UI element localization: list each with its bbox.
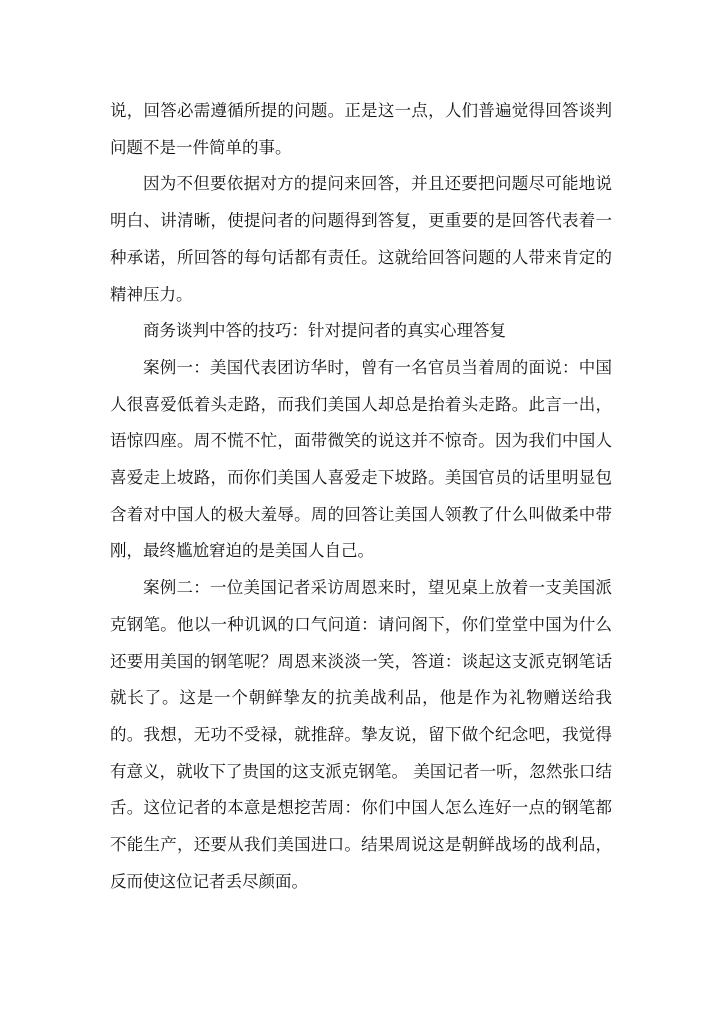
paragraph-continuation: 说，回答必需遵循所提的问题。正是这一点，人们普遍觉得回答谈判问题不是一件简单的事。 bbox=[110, 101, 612, 157]
paragraph-answer-pressure: 因为不但要依据对方的提问来回答，并且还要把问题尽可能地说明白、讲清晰，使提问者的问题得到答复，更重要的是回答代表着一种承诺，所回答的每句话都有责任。这就给回答问题的人带来肯定的精神压力。 bbox=[110, 174, 612, 304]
document-body bbox=[110, 93, 612, 900]
paragraph-case-two: 案例二：一位美国记者采访周恩来时，望见桌上放着一支美国派克钢笔。他以一种讥讽的口气问道：请问阁下，你们堂堂中国为什么还要用美国的钢笔呢？周恩来淡淡一笑，答道：谈起这支派克钢笔话就长了。这是一个朝鲜挚友的抗美战利品，他是作为礼物赠送给我的。我想，无功不受禄，就推辞。挚友说，留下做个纪念吧，我觉得有意义，就收下了贵国的这支派克钢笔。 美国记者一听，忽然张口结舌。这位记者的本意是想挖苦周：你们中国人怎么连好一点的钢笔都不能生产，还要从我们美国进口。结果周说这是朝鲜战场的战利品，反而使这位记者丢尽颜面。 bbox=[110, 578, 612, 891]
section-heading: 商务谈判中答的技巧：针对提问者的真实心理答复 bbox=[143, 321, 506, 341]
paragraph-case-one: 案例一：美国代表团访华时，曾有一名官员当着周的面说：中国人很喜爱低着头走路，而我们美国人却总是抬着头走路。此言一出，语惊四座。周不慌不忙，面带微笑的说这并不惊奇。因为我们中国人喜爱走上坡路，而你们美国人喜爱走下坡路。美国官员的话里明显包含着对中国人的极大羞辱。周的回答让美国人领教了什么叫做柔中带刚，最终尴尬窘迫的是美国人自己。 bbox=[110, 357, 612, 561]
